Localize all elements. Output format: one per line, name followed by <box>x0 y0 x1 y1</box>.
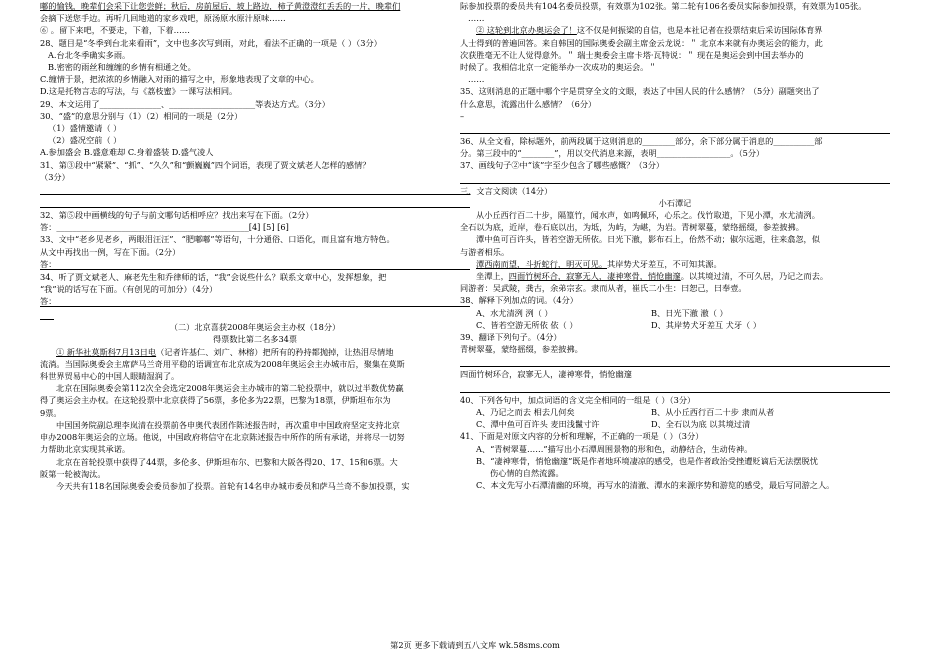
answer-line[interactable]: 答： <box>40 295 470 307</box>
option: A.台北冬季确实多雨。 <box>48 49 131 60</box>
left-column <box>40 0 470 492</box>
question-28: 28、题目是“冬季到台北来看雨”，文中也多次写到雨，对此，看法不正确的一项是（ ）（3分） <box>40 37 382 48</box>
option: 伤心情的自然流露。 <box>490 467 564 478</box>
classical-text: 坐潭上，四面竹树环合，寂寥无人，凄神寒骨，悄怆幽邃。以其境过清，不可久居，乃记之而去。 <box>476 271 829 282</box>
ellipsis: …… <box>468 13 485 24</box>
essay-title: 小石潭记 <box>658 197 692 208</box>
answer-line[interactable]: 答： <box>40 258 470 270</box>
question-30: 30、“盛”的意思分别与（1）（2）相同的一项是（2分） <box>40 110 243 121</box>
paragraph-line: 申办2008年奥运会的立场。他说，中国政府将信守在北京陈述报告中所作的所有承诺，并将尽一切努 <box>40 432 405 443</box>
dash-mark: – <box>460 110 465 121</box>
question-32: 32、第⑤段中画横线的句子与前文哪句话相呼应？找出来写在下面。（2分） <box>40 210 314 221</box>
translate-sentence: 青树翠蔓，蒙络摇缀，参差披拂。 <box>460 344 583 355</box>
underlined-text: 潭西南而望，斗折蛇行，明灭可见。 <box>476 258 608 269</box>
answer-line[interactable] <box>40 196 470 208</box>
option: C、本文先写小石潭清幽的环境，再写水的清澈、潭水的来源序势和游览的感受，最后写同游之人。 <box>476 480 835 491</box>
option: A.参加盛会 B.盛意难却 C.身着盛装 D.盛气凌人 <box>40 147 214 158</box>
underlined-text: 四面竹树环合，寂寥无人，凄神寒骨，悄怆幽邃 <box>508 271 681 282</box>
question-39: 39、翻译下列句子。（4分） <box>460 332 562 343</box>
right-column <box>460 0 890 491</box>
paragraph-line: 人士得到的普遍回答。来自韩国的国际奥委会副主席金云龙说：＂ 北京本来就有办奥运会的能力，此 <box>460 37 823 48</box>
option: B.密密的雨丝和缠缠的乡情有相通之处。 <box>48 62 196 73</box>
option-row: C、皆若空游无所依 依（ ） D、其岸势犬牙差互 犬牙（ ） <box>476 319 762 330</box>
answer-line[interactable] <box>460 122 890 134</box>
question-35: 35、这则消息的正题中哪个字是贯穿全文的文眼，表达了中国人民的什么感情？（5分）副题突出了 <box>460 86 820 97</box>
question-36: 36、从全文看，除标题外，前两段属于这则消息的________部分，余下部分属于消息的__________部 <box>460 136 823 147</box>
paragraph: 今天共有118名国际奥委会委员参加了投票。首轮有14名申办城市委员和萨马兰奇不参加投票，实 <box>56 480 410 491</box>
paragraph-line: 流淌。当国际奥委会主席萨马兰奇用平稳的语调宣布北京成为2008年奥运会主办城市后，聚集在莫斯 <box>40 358 405 369</box>
question-29: 29、本文运用了_______________、_____________________等表达方式。（3分） <box>40 98 330 109</box>
question-37: 37、画线句子②中“该”字至少包含了哪些感慨？（3分） <box>460 160 665 171</box>
classical-text: 全石以为底，近岸，卷石底以出，为坻，为屿，为嵁，为岩。青树翠蔓，蒙络摇缀，参差披拂。 <box>460 222 804 233</box>
option: （2）盛况空前（ ） <box>48 135 122 146</box>
question-38: 38、解释下列加点的词。（4分） <box>460 295 578 306</box>
paragraph-line: 力帮助北京实现其承诺。 <box>40 444 131 455</box>
question-31-points: （3分） <box>40 171 70 182</box>
answer-line[interactable] <box>460 172 890 184</box>
option: （1）盛情邀请（ ） <box>48 123 122 134</box>
paragraph-line: 时候了。我相信北京一定能举办一次成功的奥运会。＂ <box>460 62 657 73</box>
answer-32: 答：_______________________________________________[4] [5] [6] <box>40 222 289 233</box>
classical-text: 潭西南而望，斗折蛇行，明灭可见。其岸势犬牙差互，不可知其源。 <box>476 258 722 269</box>
paragraph-line: 际参加投票的委员共有104名委员投票，有效票为102张。第二轮有106名委员实际参加投票，有效票为105张。 <box>460 1 867 11</box>
paragraph-line: 科世界贸易中心的中国人眼睛湿润了。 <box>40 371 180 382</box>
question-34: 34、听了贾文斌老人、麻老先生和乔律师的话，“我”会说些什么？联系文章中心，发挥想象，把 <box>40 271 387 282</box>
question-33: 33、文中“老乡见老乡，两眼泪汪汪”、“肥嘟嘟”等语句，十分通俗、口语化，而且富有地方特色。 <box>40 234 395 245</box>
section-title: （二）北京喜获2008年奥运会主办权（18分） <box>169 322 341 333</box>
question-41: 41、下面是对原文内容的分析和理解，不正确的一项是（ ）（3分） <box>460 431 704 442</box>
paragraph-line: 9票。 <box>40 407 62 418</box>
answer-line[interactable] <box>460 355 890 367</box>
paragraph: ② 这轮到北京办奥运会了！这不仅是何振梁的自信，也是本社记者在投票结束后采访国际体育界 <box>476 25 823 36</box>
ellipsis: …… <box>468 74 485 85</box>
text-line: ⑥ 。留下来吧，不要走，下着，下着…… <box>40 25 190 36</box>
question-31: 31、第③段中“紧紧”、“抓”、“久久”和“颤巍巍”四个词语，表现了贾文斌老人怎样的感情？ <box>40 159 371 170</box>
answer-line[interactable] <box>40 308 54 320</box>
answer-line[interactable] <box>40 183 470 195</box>
option-row: A、乃记之而去 相去几何矣 B、从小丘西行百二十步 隶而从者 <box>476 406 775 417</box>
question-35: 什么意思，流露出什么感情？（6分） <box>460 98 597 109</box>
option: B、“凄神寒骨，悄怆幽邃”既是作者地环境凄凉的感受，也是作者政治受挫遭贬谪后无法摆脱忧 <box>476 455 818 466</box>
option: C.缠情于景，把浓浓的乡情融入对雨的描写之中，形象地表现了文章的中心。 <box>40 74 319 85</box>
classical-text: 与游者相乐。 <box>460 246 510 257</box>
option-row: C、潭中鱼可百许头 麦田浅鬣寸许 D、全石以为底 以其境过清 <box>476 419 751 430</box>
section-subtitle: 得票数比第二名多34票 <box>212 334 298 345</box>
text-line: 会摘下送您手边。再听几回地道的家乡戏吧，原汤原水原汁原味…… <box>40 13 286 24</box>
paragraph: 中国国务院副总理李岚清在投票前各申奥代表团作陈述报告时，再次重申中国政府坚定支持北京 <box>56 419 400 430</box>
question-34: “我”说的话写在下面。（有创见的可加分）（4分） <box>40 284 218 295</box>
paragraph: ① 新华社莫斯科7月13日电（记者许基仁、刘广、林榕）把所有的矜持都抛掉，让热泪尽情地 <box>56 346 394 357</box>
translate-sentence: 四面竹树环合，寂寥无人，凄神寒骨，悄怆幽邃 <box>460 369 632 380</box>
paragraph-line: 次获胜毫无不让人觉得意外。＂ 瑞士奥委会主席卡塔·瓦特说：＂ 现在是奥运会到中国去举办的 <box>460 49 804 60</box>
question-36: 分。第三段中的“________”，用以交代消息来源，表明__________________。（5分） <box>460 148 765 159</box>
option-row: A、水尤清洌 洌（ ） B、日光下澈 澈（ ） <box>476 307 728 318</box>
classical-text: 潭中鱼可百许头，皆若空游无所依。日光下澈，影布石上，佁然不动；俶尔远逝，往来翕忽，似 <box>476 234 820 245</box>
page-footer: 第2页 更多下载请到五八文库 wk.58sms.com <box>390 640 560 650</box>
classical-text: 同游者：吴武陵，龚古，余弟宗玄。隶而从者，崔氏二小生：曰恕己，曰奉壹。 <box>460 283 747 294</box>
option: A、“青树翠蔓……”描写出小石潭周围景物的形和色，动静结合，生动传神。 <box>476 443 753 454</box>
answer-line[interactable] <box>460 381 890 393</box>
paragraph: 北京在首轮投票中获得了44票，多伦多、伊斯坦布尔、巴黎和大阪各得20、17、15和6票。大 <box>56 456 398 467</box>
underlined-text: ① 新华社莫斯科7月13日电 <box>56 346 157 357</box>
question-33: 从文中再找出一例，写在下面。（2分） <box>40 246 181 257</box>
option: D.这是托物言志的写法，与《荔枝蜜》一课写法相同。 <box>40 86 238 97</box>
paragraph: 北京在国际奥委会第112次全会选定2008年奥运会主办城市的第二轮投票中，就以过半数优势赢 <box>56 383 404 394</box>
underlined-text: 嘟的愉钱，晚辈们会采下让您尝鲜；秋后，房前屋后，坡上路边，柿子黄澄澄红丢丢的一片，晚辈们 <box>40 1 401 11</box>
text-line <box>40 0 470 12</box>
paragraph-line: 得了奥运会主办权。在这轮投票中北京获得了56票，多伦多为22票，巴黎为18票，伊斯坦布尔为 <box>40 395 391 406</box>
question-40: 40、下列各句中，加点词语的含义完全相同的一组是（ ）（3分） <box>460 394 696 405</box>
classical-text: 从小丘西行百二十步，隔篁竹，闻水声，如鸣佩环，心乐之。伐竹取道，下见小潭，水尤清洌。 <box>476 210 820 221</box>
paragraph-line: 阪第一轮被淘汰。 <box>40 468 106 479</box>
section-heading: 三、文言文阅读（14分） <box>460 185 553 196</box>
underlined-text: ② 这轮到北京办奥运会了！ <box>476 25 577 36</box>
